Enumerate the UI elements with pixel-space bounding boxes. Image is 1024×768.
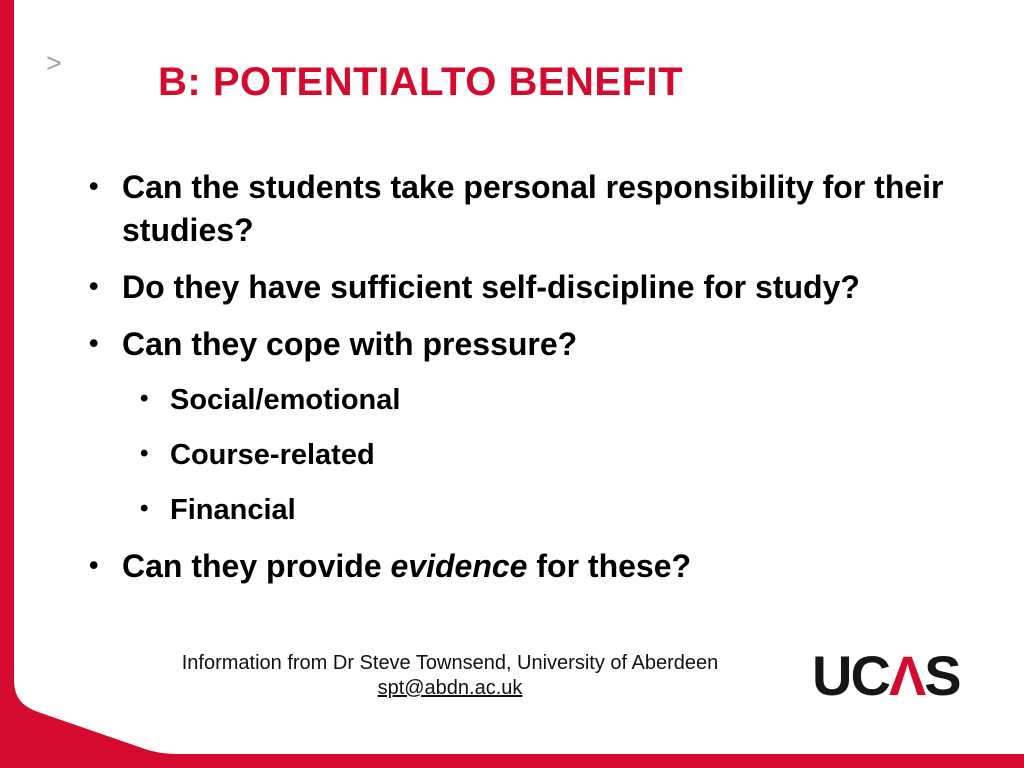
list-item bbox=[88, 545, 958, 588]
bullet-list bbox=[88, 166, 958, 588]
list-item bbox=[88, 166, 958, 252]
logo-text-uc: UC bbox=[812, 644, 889, 707]
bullet-icon: • bbox=[89, 328, 99, 358]
list-item-text: Can they cope with pressure? bbox=[122, 326, 578, 362]
list-item-text: Do they have sufficient self-discipline for study? bbox=[122, 269, 860, 305]
left-accent-bar bbox=[0, 0, 14, 768]
slide-title: B: POTENTIALTO BENEFIT bbox=[158, 60, 684, 104]
list-item-text: Course-related bbox=[170, 439, 375, 471]
list-item-text: Can the students take personal responsibility for their studies? bbox=[122, 169, 944, 248]
bullet-icon: • bbox=[89, 171, 99, 201]
list-item-sub bbox=[140, 435, 958, 475]
list-item-text: Financial bbox=[170, 494, 296, 526]
bullet-icon: • bbox=[140, 385, 149, 412]
list-item bbox=[88, 323, 958, 366]
list-item bbox=[88, 266, 958, 309]
footer-credit: Information from Dr Steve Townsend, University of Aberdeen bbox=[181, 652, 719, 674]
bullet-icon: • bbox=[140, 440, 149, 467]
email-link[interactable]: spt@abdn.ac.uk bbox=[377, 677, 523, 699]
chevron-icon: > bbox=[46, 48, 62, 78]
footer bbox=[70, 651, 830, 701]
bullet-icon: • bbox=[89, 550, 99, 580]
bullet-icon: • bbox=[140, 495, 149, 522]
emphasized-word: evidence bbox=[390, 548, 528, 584]
list-item-sub bbox=[140, 380, 958, 420]
list-item-text: Can they provide evidence for these? bbox=[122, 548, 692, 584]
ucas-logo bbox=[812, 644, 960, 707]
list-item-sub bbox=[140, 490, 958, 530]
slide-body bbox=[88, 166, 958, 602]
logo-text-s: S bbox=[924, 644, 960, 707]
list-item-text: Social/emotional bbox=[170, 384, 401, 416]
logo-caret: Λ bbox=[888, 644, 925, 707]
bullet-icon: • bbox=[89, 271, 99, 301]
